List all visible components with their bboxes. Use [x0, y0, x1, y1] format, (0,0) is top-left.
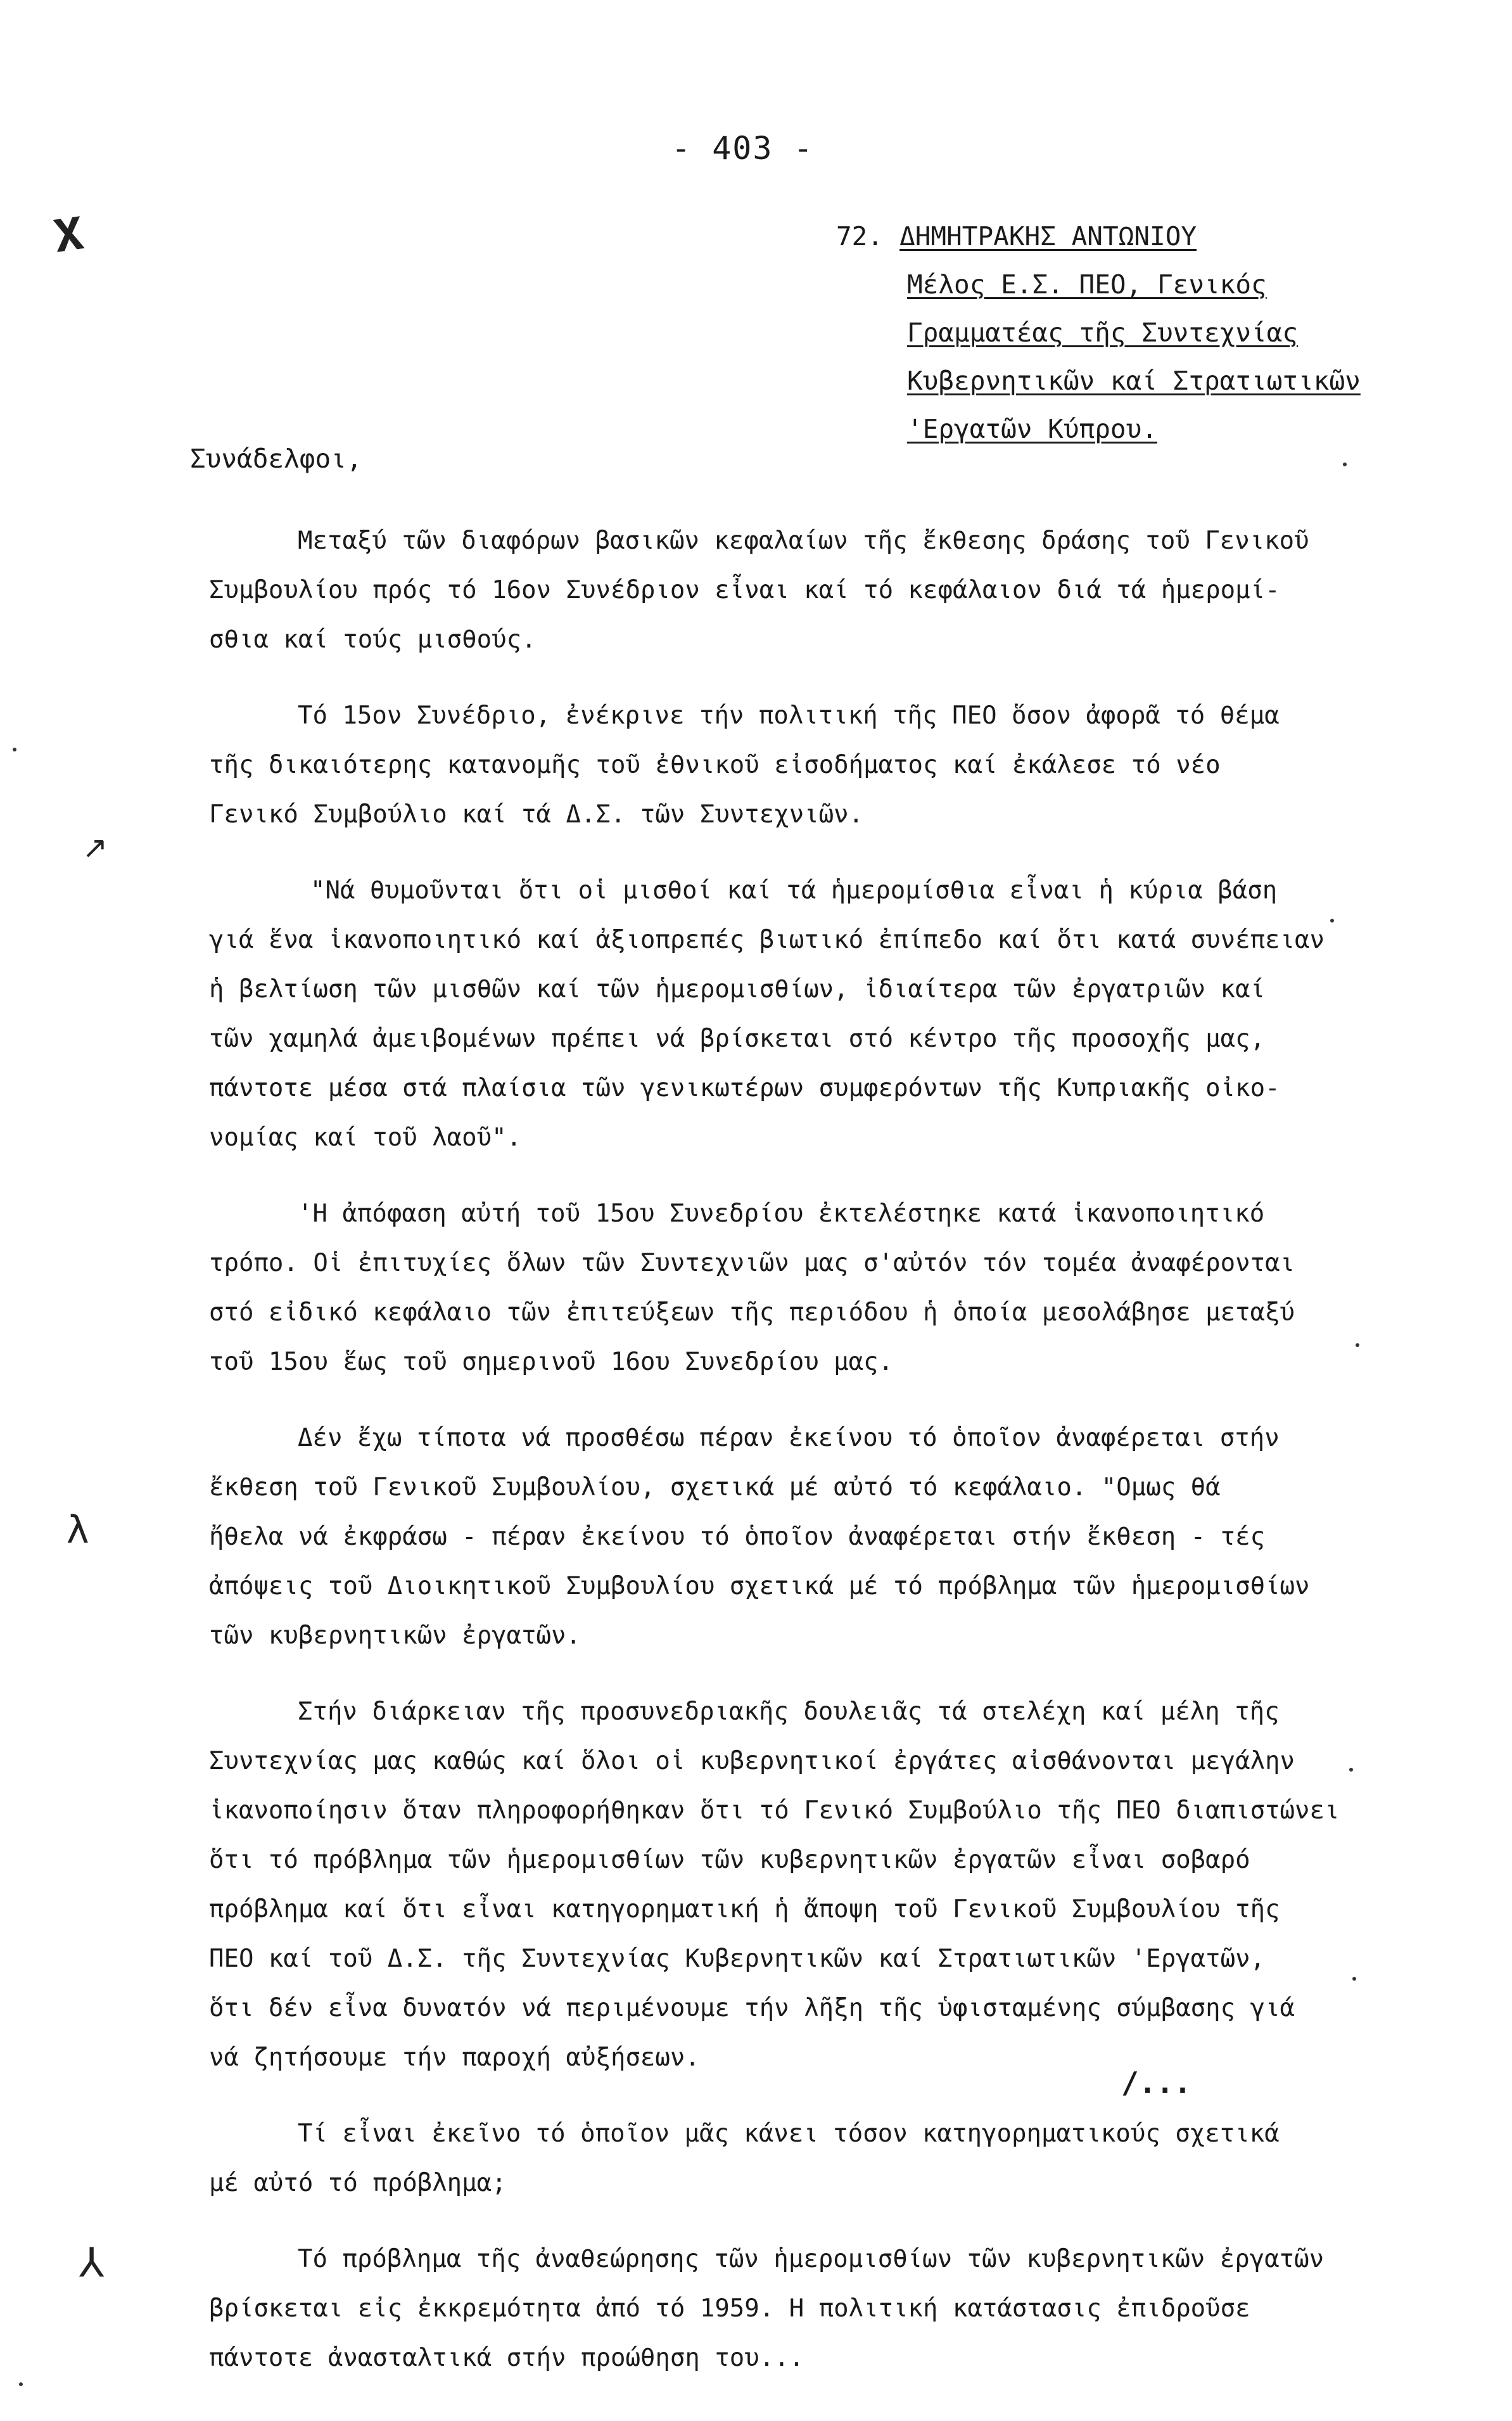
text-line: ἡ βελτίωση τῶν μισθῶν καί τῶν ἡμερομισθίων, ἰδιαίτερα τῶν ἐργατριῶν καί [209, 975, 1266, 1004]
text-line: Τί εἶναι ἐκεῖνο τό ὁποῖον μᾶς κάνει τόσον κατηγορηματικούς σχετικά [298, 2119, 1280, 2148]
continuation-mark: /... [1121, 2066, 1191, 2100]
margin-lambda-mark: λ [67, 1508, 89, 1552]
paragraph-quote [209, 866, 1381, 1163]
text-line: τῆς δικαιότερης κατανομῆς τοῦ ἐθνικοῦ εἰσοδήματος καί ἐκάλεσε τό νέο [209, 751, 1221, 779]
text-line: σθια καί τούς μισθούς. [209, 625, 537, 654]
text-line: Στήν διάρκειαν τῆς προσυνεδριακῆς δουλειᾶς τά στελέχη καί μέλη τῆς [298, 1697, 1280, 1726]
salutation: Συνάδελφοι, [190, 444, 362, 474]
margin-check-mark: 𝚾 [50, 207, 87, 263]
paragraph-6 [209, 1687, 1381, 2083]
scan-speck [1343, 463, 1347, 466]
text-line: τρόπο. Οἱ ἐπιτυχίες ὅλων τῶν Συντεχνιῶν μας σ'αὐτόν τόν τομέα ἀναφέρονται [209, 1249, 1295, 1277]
scan-speck [1352, 1977, 1356, 1981]
text-line: γιά ἕνα ἱκανοποιητικό καί ἀξιοπρεπές βιωτικό ἐπίπεδο καί ὅτι κατά συνέπειαν [209, 926, 1325, 954]
paragraph-7 [209, 2109, 1381, 2208]
text-line: Μεταξύ τῶν διαφόρων βασικῶν κεφαλαίων τῆς ἔκθεσης δράσης τοῦ Γενικοῦ [298, 527, 1309, 555]
scan-speck [1330, 919, 1334, 923]
text-line: Δέν ἔχω τίποτα νά προσθέσω πέραν ἐκείνου τό ὁποῖον ἀναφέρεται στήν [298, 1424, 1280, 1452]
header-line-5: 'Εργατῶν Κύπρου. [907, 414, 1157, 444]
text-line: νομίας καί τοῦ λαοῦ". [209, 1123, 522, 1152]
document-body [209, 516, 1381, 2410]
margin-y-mark: ⅄ [79, 2240, 105, 2287]
scan-speck [13, 748, 16, 751]
text-line: 'Η ἀπόφαση αὐτή τοῦ 15ου Συνεδρίου ἐκτελέστηκε κατά ἱκανοποιητικό [298, 1199, 1265, 1228]
header-line-3: Γραμματέας τῆς Συντεχνίας [907, 317, 1299, 348]
page-number: - 403 - [671, 130, 814, 167]
header-line-1 [836, 212, 1361, 260]
text-line: πάντοτε ἀνασταλτικά στήν προώθηση του... [209, 2344, 804, 2372]
paragraph-1 [209, 516, 1381, 665]
paragraph-5 [209, 1414, 1381, 1661]
text-line: τῶν χαμηλά ἀμειβομένων πρέπει νά βρίσκεται στό κέντρο τῆς προσοχῆς μας, [209, 1025, 1266, 1053]
text-line: ὅτι τό πρόβλημα τῶν ἡμερομισθίων τῶν κυβερνητικῶν ἐργατῶν εἶναι σοβαρό [209, 1846, 1250, 1874]
text-line: Τό πρόβλημα τῆς ἀναθεώρησης τῶν ἡμερομισθίων τῶν κυβερνητικῶν ἐργατῶν [298, 2245, 1325, 2273]
text-line: βρίσκεται εἰς ἐκκρεμότητα ἀπό τό 1959. Η πολιτική κατάστασις ἐπιδροῦσε [209, 2294, 1250, 2323]
text-line: πάντοτε μέσα στά πλαίσια τῶν γενικωτέρων συμφερόντων τῆς Κυπριακῆς οἰκο- [209, 1074, 1280, 1102]
text-line: Τό 15ον Συνέδριο, ἐνέκρινε τήν πολιτική τῆς ΠΕΟ ὅσον ἀφορᾶ τό θέμα [298, 701, 1280, 730]
text-line: τοῦ 15ου ἕως τοῦ σημερινοῦ 16ου Συνεδρίου μας. [209, 1348, 894, 1376]
speaker-number: 72. [836, 221, 884, 252]
text-line: νά ζητήσουμε τήν παροχή αὐξήσεων. [209, 2043, 700, 2072]
text-line: Συντεχνίας μας καθώς καί ὅλοι οἱ κυβερνητικοί ἐργάτες αἰσθάνονται μεγάλην [209, 1747, 1295, 1775]
text-line: τῶν κυβερνητικῶν ἐργατῶν. [209, 1621, 581, 1650]
header-line-4: Κυβερνητικῶν καί Στρατιωτικῶν [907, 366, 1361, 396]
paragraph-8 [209, 2235, 1381, 2383]
text-line: ὅτι δέν εἶνα δυνατόν νά περιμένουμε τήν λῆξη τῆς ὑφισταμένης σύμβασης γιά [209, 1994, 1295, 2022]
text-line: ἔκθεση τοῦ Γενικοῦ Συμβουλίου, σχετικά μέ αὐτό τό κεφάλαιο. "Ομως θά [209, 1473, 1221, 1502]
text-line: Γενικό Συμβούλιο καί τά Δ.Σ. τῶν Συντεχνιῶν. [209, 800, 864, 829]
paragraph-4 [209, 1189, 1381, 1387]
text-line: μέ αὐτό τό πρόβλημα; [209, 2169, 507, 2197]
text-line: ΠΕΟ καί τοῦ Δ.Σ. τῆς Συντεχνίας Κυβερνητικῶν καί Στρατιωτικῶν 'Εργατῶν, [209, 1945, 1266, 1973]
text-line: ἱκανοποίησιν ὅταν πληροφορήθηκαν ὅτι τό Γενικό Συμβούλιο τῆς ΠΕΟ διαπιστώνει [209, 1796, 1340, 1825]
text-line: ἤθελα νά ἐκφράσω - πέραν ἐκείνου τό ὁποῖον ἀναφέρεται στήν ἔκθεση - τές [209, 1523, 1266, 1551]
scan-speck [1356, 1343, 1359, 1347]
header-line-2: Μέλος Ε.Σ. ΠΕΟ, Γενικός [907, 269, 1267, 300]
paragraph-2 [209, 691, 1381, 840]
text-line: στό εἰδικό κεφάλαιο τῶν ἐπιτεύξεων τῆς περιόδου ἡ ὁποία μεσολάβησε μεταξύ [209, 1298, 1295, 1327]
text-line: πρόβλημα καί ὅτι εἶναι κατηγορηματική ἡ ἄποψη τοῦ Γενικοῦ Συμβουλίου τῆς [209, 1895, 1280, 1924]
text-line: Συμβουλίου πρός τό 16ον Συνέδριον εἶναι καί τό κεφάλαιον διά τά ἡμερομί- [209, 576, 1280, 604]
scan-speck [1349, 1768, 1353, 1772]
speaker-header [836, 212, 1361, 453]
margin-arrow-mark: ↗ [82, 830, 108, 866]
text-line: ἀπόψεις τοῦ Διοικητικοῦ Συμβουλίου σχετικά μέ τό πρόβλημα τῶν ἡμερομισθίων [209, 1572, 1310, 1600]
scan-speck [19, 2382, 23, 2386]
speaker-name: ΔΗΜΗΤΡΑΚΗΣ ΑΝΤΩΝΙΟΥ [899, 221, 1197, 252]
text-line: "Νά θυμοῦνται ὅτι οἱ μισθοί καί τά ἡμερομίσθια εἶναι ἡ κύρια βάση [310, 876, 1278, 905]
